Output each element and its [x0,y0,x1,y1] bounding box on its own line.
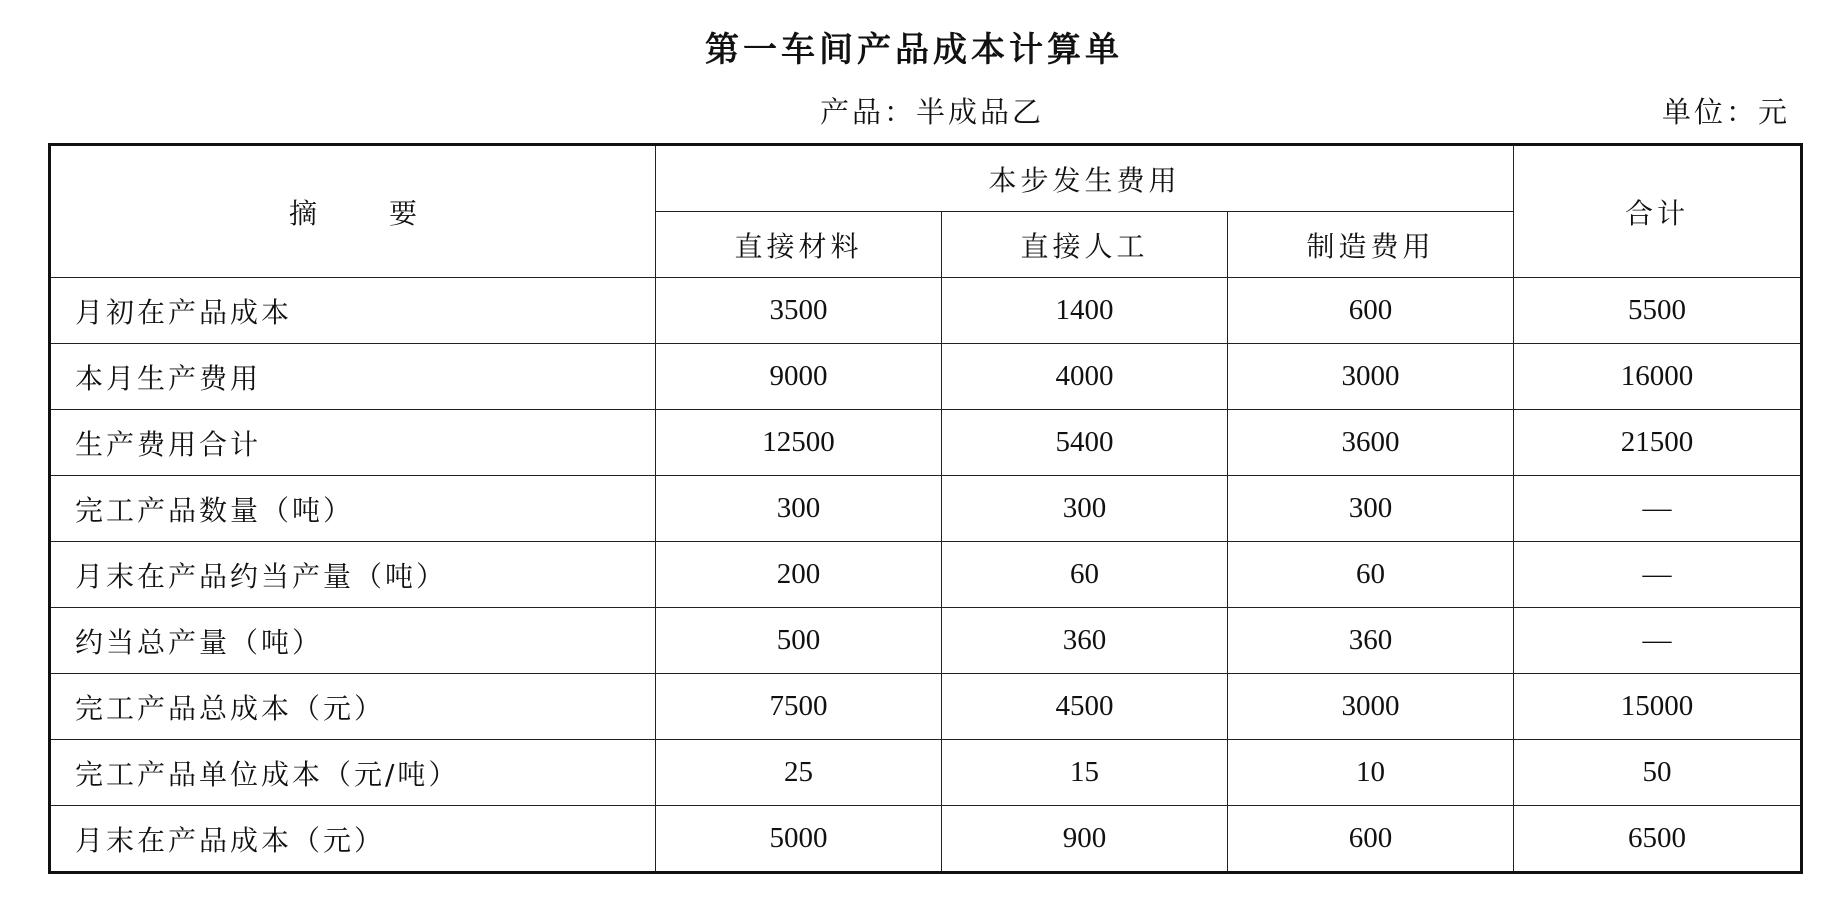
direct-materials-value: 3500 [656,278,942,344]
table-row [50,542,1802,608]
table-row [50,278,1802,344]
direct-labor-value: 360 [942,608,1228,674]
header-direct-materials: 直接材料 [656,212,942,278]
row-label: 月末在产品约当产量（吨） [50,542,656,608]
total-value: — [1514,476,1802,542]
row-label: 完工产品数量（吨） [50,476,656,542]
row-label: 约当总产量（吨） [50,608,656,674]
direct-materials-value: 300 [656,476,942,542]
document-title: 第一车间产品成本计算单 [705,30,1123,70]
total-value: — [1514,542,1802,608]
direct-labor-value: 4000 [942,344,1228,410]
manufacturing-overhead-value: 600 [1228,806,1514,873]
table-row [50,806,1802,873]
header-summary-char: 摘 [288,196,317,230]
table-row [50,740,1802,806]
table-row [50,674,1802,740]
header-row-top [50,145,1802,212]
total-value: 50 [1514,740,1802,806]
row-label: 完工产品单位成本（元/吨） [50,740,656,806]
direct-labor-value: 5400 [942,410,1228,476]
manufacturing-overhead-value: 60 [1228,542,1514,608]
direct-materials-value: 7500 [656,674,942,740]
row-label: 月末在产品成本（元） [50,806,656,873]
direct-labor-value: 15 [942,740,1228,806]
header-direct-labor: 直接人工 [942,212,1228,278]
total-value: 5500 [1514,278,1802,344]
direct-materials-value: 500 [656,608,942,674]
direct-materials-value: 25 [656,740,942,806]
unit-label: 单位：元 [1661,95,1790,129]
direct-labor-value: 900 [942,806,1228,873]
row-label: 月初在产品成本 [50,278,656,344]
table-row [50,410,1802,476]
table-row [50,344,1802,410]
table-body [50,278,1802,873]
total-value: — [1514,608,1802,674]
direct-materials-value: 5000 [656,806,942,873]
row-label: 完工产品总成本（元） [50,674,656,740]
direct-labor-value: 60 [942,542,1228,608]
total-value: 6500 [1514,806,1802,873]
cost-calculation-table [48,143,1803,874]
header-total: 合计 [1514,145,1802,278]
manufacturing-overhead-value: 3000 [1228,674,1514,740]
direct-labor-value: 1400 [942,278,1228,344]
header-summary [50,145,656,278]
row-label: 本月生产费用 [50,344,656,410]
direct-materials-value: 200 [656,542,942,608]
manufacturing-overhead-value: 10 [1228,740,1514,806]
table-row [50,476,1802,542]
manufacturing-overhead-value: 600 [1228,278,1514,344]
product-label: 产品：半成品乙 [820,95,1045,129]
direct-materials-value: 12500 [656,410,942,476]
table-row [50,608,1802,674]
manufacturing-overhead-value: 3600 [1228,410,1514,476]
header-current-step-costs: 本步发生费用 [656,145,1514,212]
direct-labor-value: 300 [942,476,1228,542]
header-manufacturing-overhead: 制造费用 [1228,212,1514,278]
manufacturing-overhead-value: 360 [1228,608,1514,674]
header-summary-char: 要 [389,196,418,230]
manufacturing-overhead-value: 3000 [1228,344,1514,410]
direct-materials-value: 9000 [656,344,942,410]
manufacturing-overhead-value: 300 [1228,476,1514,542]
total-value: 15000 [1514,674,1802,740]
total-value: 21500 [1514,410,1802,476]
total-value: 16000 [1514,344,1802,410]
direct-labor-value: 4500 [942,674,1228,740]
row-label: 生产费用合计 [50,410,656,476]
